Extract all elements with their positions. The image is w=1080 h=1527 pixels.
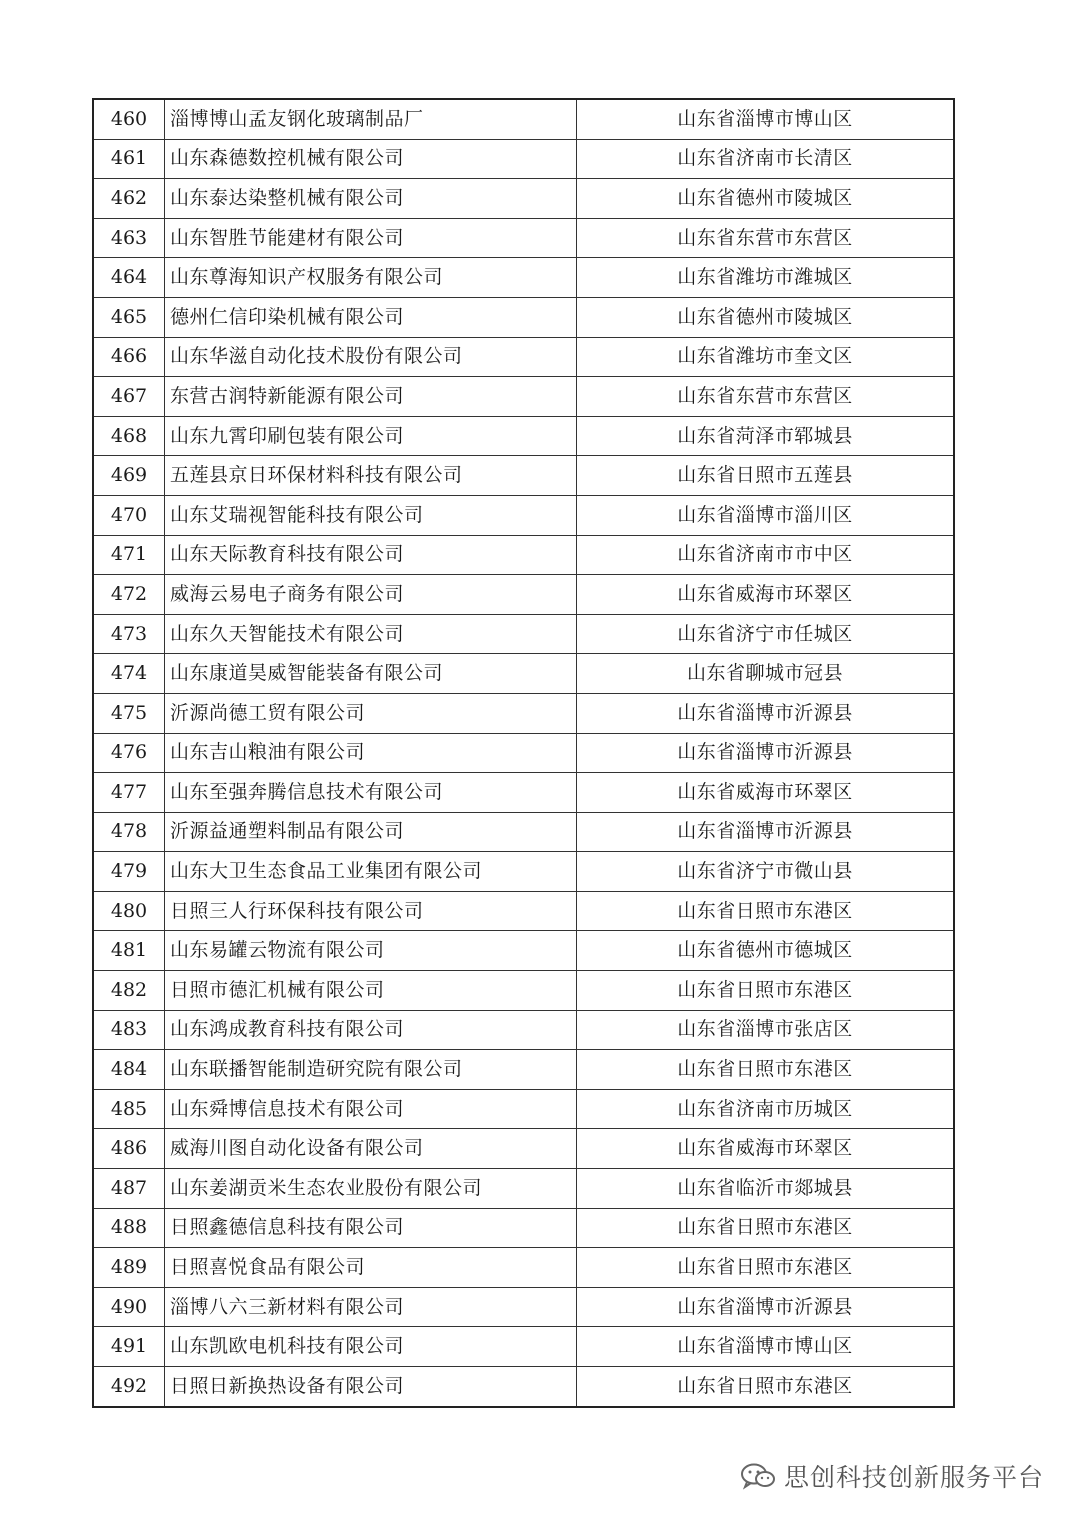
- row-number: 478: [93, 812, 165, 852]
- company-region: 山东省淄博市博山区: [577, 1327, 955, 1367]
- company-name: 威海川图自动化设备有限公司: [165, 1129, 577, 1169]
- company-region: 山东省日照市五莲县: [577, 456, 955, 496]
- row-number: 475: [93, 693, 165, 733]
- company-name: 沂源尚德工贸有限公司: [165, 693, 577, 733]
- table-row: [93, 614, 954, 654]
- company-region: 山东省日照市东港区: [577, 1050, 955, 1090]
- company-region: 山东省日照市东港区: [577, 971, 955, 1011]
- table-row: [93, 1169, 954, 1209]
- table-row: [93, 1010, 954, 1050]
- company-name: 山东姜湖贡米生态农业股份有限公司: [165, 1169, 577, 1209]
- watermark: [740, 1458, 1044, 1494]
- company-region: 山东省潍坊市奎文区: [577, 337, 955, 377]
- row-number: 469: [93, 456, 165, 496]
- table-row: [93, 99, 954, 139]
- row-number: 476: [93, 733, 165, 773]
- company-name: 日照鑫德信息科技有限公司: [165, 1208, 577, 1248]
- company-region: 山东省淄博市博山区: [577, 99, 955, 139]
- row-number: 460: [93, 99, 165, 139]
- row-number: 489: [93, 1248, 165, 1288]
- company-name: 山东凯欧电机科技有限公司: [165, 1327, 577, 1367]
- company-name: 沂源益通塑料制品有限公司: [165, 812, 577, 852]
- company-region: 山东省淄博市沂源县: [577, 693, 955, 733]
- company-region: 山东省德州市陵城区: [577, 179, 955, 219]
- company-region: 山东省聊城市冠县: [577, 654, 955, 694]
- row-number: 479: [93, 852, 165, 892]
- company-region: 山东省威海市环翠区: [577, 773, 955, 813]
- company-region: 山东省东营市东营区: [577, 218, 955, 258]
- table-row: [93, 575, 954, 615]
- row-number: 471: [93, 535, 165, 575]
- company-region: 山东省济南市长清区: [577, 139, 955, 179]
- table-row: [93, 416, 954, 456]
- table-row: [93, 218, 954, 258]
- row-number: 462: [93, 179, 165, 219]
- company-name: 山东舜博信息技术有限公司: [165, 1089, 577, 1129]
- company-region: 山东省日照市东港区: [577, 1208, 955, 1248]
- table-row: [93, 377, 954, 417]
- company-name: 山东康道昊威智能装备有限公司: [165, 654, 577, 694]
- row-number: 487: [93, 1169, 165, 1209]
- company-region: 山东省潍坊市潍城区: [577, 258, 955, 298]
- table-row: [93, 733, 954, 773]
- company-name: 淄博博山孟友钢化玻璃制品厂: [165, 99, 577, 139]
- table-body: [93, 99, 954, 1407]
- table-row: [93, 891, 954, 931]
- table-row: [93, 535, 954, 575]
- company-region: 山东省东营市东营区: [577, 377, 955, 417]
- table-row: [93, 258, 954, 298]
- row-number: 488: [93, 1208, 165, 1248]
- company-region: 山东省济南市历城区: [577, 1089, 955, 1129]
- table-row: [93, 297, 954, 337]
- table-row: [93, 456, 954, 496]
- company-region: 山东省日照市东港区: [577, 1248, 955, 1288]
- table-row: [93, 1327, 954, 1367]
- row-number: 473: [93, 614, 165, 654]
- row-number: 466: [93, 337, 165, 377]
- table-row: [93, 1129, 954, 1169]
- row-number: 465: [93, 297, 165, 337]
- row-number: 464: [93, 258, 165, 298]
- company-region: 山东省济南市市中区: [577, 535, 955, 575]
- table-row: [93, 1248, 954, 1288]
- company-region: 山东省淄博市沂源县: [577, 1287, 955, 1327]
- company-name: 山东至强奔腾信息技术有限公司: [165, 773, 577, 813]
- company-region: 山东省临沂市郯城县: [577, 1169, 955, 1209]
- company-name: 山东泰达染整机械有限公司: [165, 179, 577, 219]
- company-name: 威海云易电子商务有限公司: [165, 575, 577, 615]
- company-name: 五莲县京日环保材料科技有限公司: [165, 456, 577, 496]
- company-region: 山东省日照市东港区: [577, 891, 955, 931]
- company-name: 山东联播智能制造研究院有限公司: [165, 1050, 577, 1090]
- company-name: 山东九霄印刷包装有限公司: [165, 416, 577, 456]
- table-row: [93, 1089, 954, 1129]
- company-region: 山东省淄博市沂源县: [577, 812, 955, 852]
- table-row: [93, 1050, 954, 1090]
- row-number: 485: [93, 1089, 165, 1129]
- company-region: 山东省德州市陵城区: [577, 297, 955, 337]
- company-region: 山东省淄博市沂源县: [577, 733, 955, 773]
- company-region: 山东省威海市环翠区: [577, 575, 955, 615]
- row-number: 481: [93, 931, 165, 971]
- row-number: 467: [93, 377, 165, 417]
- row-number: 486: [93, 1129, 165, 1169]
- company-region: 山东省济宁市微山县: [577, 852, 955, 892]
- company-name: 山东森德数控机械有限公司: [165, 139, 577, 179]
- row-number: 463: [93, 218, 165, 258]
- table-row: [93, 931, 954, 971]
- table-row: [93, 773, 954, 813]
- company-name: 日照喜悦食品有限公司: [165, 1248, 577, 1288]
- table-row: [93, 337, 954, 377]
- company-name: 东营古润特新能源有限公司: [165, 377, 577, 417]
- row-number: 482: [93, 971, 165, 1011]
- row-number: 480: [93, 891, 165, 931]
- table-row: [93, 654, 954, 694]
- table-row: [93, 852, 954, 892]
- company-region: 山东省菏泽市郓城县: [577, 416, 955, 456]
- company-listing-table: [92, 98, 955, 1408]
- company-name: 山东鸿成教育科技有限公司: [165, 1010, 577, 1050]
- company-region: 山东省济宁市任城区: [577, 614, 955, 654]
- row-number: 483: [93, 1010, 165, 1050]
- company-name: 山东华滋自动化技术股份有限公司: [165, 337, 577, 377]
- table-row: [93, 693, 954, 733]
- row-number: 468: [93, 416, 165, 456]
- row-number: 470: [93, 495, 165, 535]
- company-name: 山东智胜节能建材有限公司: [165, 218, 577, 258]
- row-number: 492: [93, 1367, 165, 1407]
- company-region: 山东省淄博市淄川区: [577, 495, 955, 535]
- company-name: 德州仁信印染机械有限公司: [165, 297, 577, 337]
- company-name: 山东艾瑞视智能科技有限公司: [165, 495, 577, 535]
- table-row: [93, 139, 954, 179]
- row-number: 472: [93, 575, 165, 615]
- table-row: [93, 179, 954, 219]
- company-name: 山东大卫生态食品工业集团有限公司: [165, 852, 577, 892]
- company-name: 日照三人行环保科技有限公司: [165, 891, 577, 931]
- company-name: 日照市德汇机械有限公司: [165, 971, 577, 1011]
- company-region: 山东省德州市德城区: [577, 931, 955, 971]
- company-name: 日照日新换热设备有限公司: [165, 1367, 577, 1407]
- company-name: 山东天际教育科技有限公司: [165, 535, 577, 575]
- company-name: 山东尊海知识产权服务有限公司: [165, 258, 577, 298]
- row-number: 477: [93, 773, 165, 813]
- company-name: 山东久天智能技术有限公司: [165, 614, 577, 654]
- company-name: 山东易罐云物流有限公司: [165, 931, 577, 971]
- company-name: 淄博八六三新材料有限公司: [165, 1287, 577, 1327]
- row-number: 491: [93, 1327, 165, 1367]
- company-region: 山东省日照市东港区: [577, 1367, 955, 1407]
- row-number: 484: [93, 1050, 165, 1090]
- watermark-text: 思创科技创新服务平台: [783, 1463, 1044, 1492]
- table-row: [93, 812, 954, 852]
- table-row: [93, 495, 954, 535]
- table-row: [93, 971, 954, 1011]
- table-row: [93, 1287, 954, 1327]
- table-row: [93, 1367, 954, 1407]
- row-number: 461: [93, 139, 165, 179]
- row-number: 490: [93, 1287, 165, 1327]
- row-number: 474: [93, 654, 165, 694]
- table-row: [93, 1208, 954, 1248]
- company-name: 山东吉山粮油有限公司: [165, 733, 577, 773]
- wechat-icon: [740, 1462, 776, 1490]
- company-region: 山东省威海市环翠区: [577, 1129, 955, 1169]
- company-region: 山东省淄博市张店区: [577, 1010, 955, 1050]
